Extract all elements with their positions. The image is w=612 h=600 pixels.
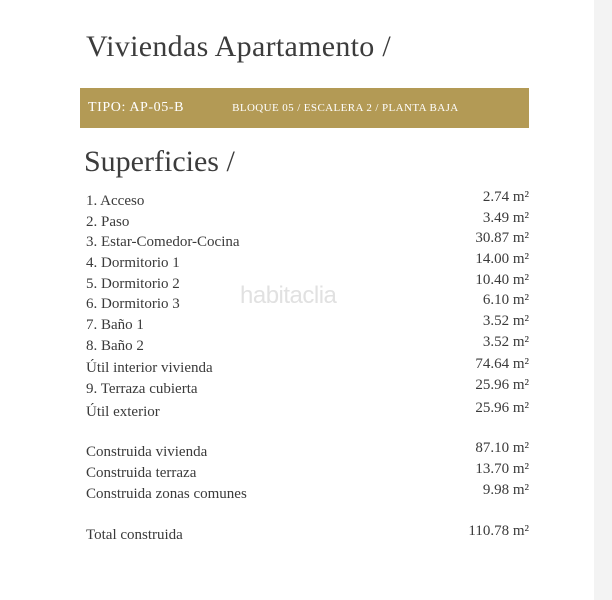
row-value: 30.87 m² [475, 230, 529, 246]
row-value: 25.96 m² [475, 377, 529, 393]
row-label: Construida vivienda [86, 444, 208, 460]
row-label: 2. Paso [86, 214, 130, 230]
table-row [86, 251, 529, 275]
page-title: Viviendas Apartamento / [86, 30, 392, 63]
row-label: 7. Baño 1 [86, 317, 144, 333]
row-label: 9. Terraza cubierta [86, 381, 198, 397]
row-label: 8. Baño 2 [86, 338, 144, 354]
row-value: 25.96 m² [475, 400, 529, 416]
row-value: 10.40 m² [475, 272, 529, 288]
row-label: 6. Dormitorio 3 [86, 296, 180, 312]
row-label: 4. Dormitorio 1 [86, 255, 180, 271]
table-row [86, 210, 529, 234]
table-row [86, 482, 529, 506]
row-value: 9.98 m² [482, 482, 529, 498]
row-value: 74.64 m² [475, 356, 529, 372]
row-value: 3.52 m² [482, 334, 529, 350]
row-label: Construida terraza [86, 465, 197, 481]
table-row [86, 230, 529, 254]
page-edge [594, 0, 612, 600]
type-band [80, 88, 529, 128]
table-row [86, 523, 529, 547]
row-value: 14.00 m² [475, 251, 529, 267]
location-label: BLOQUE 05 / ESCALERA 2 / PLANTA BAJA [232, 102, 459, 114]
row-label: Construida zonas comunes [86, 486, 247, 502]
row-label: Útil interior vivienda [86, 360, 213, 376]
row-label: Útil exterior [86, 404, 160, 420]
table-row [86, 334, 529, 358]
row-value: 2.74 m² [482, 189, 529, 205]
row-label: 5. Dormitorio 2 [86, 276, 180, 292]
row-label: 3. Estar-Comedor-Cocina [86, 234, 240, 250]
row-label: 1. Acceso [86, 193, 145, 209]
table-row [86, 400, 529, 424]
table-row [86, 313, 529, 337]
row-label: Total construida [86, 527, 183, 543]
section-title: Superficies / [84, 145, 235, 178]
row-value: 110.78 m² [468, 523, 529, 539]
row-value: 13.70 m² [475, 461, 529, 477]
table-row [86, 356, 529, 380]
table-row [86, 377, 529, 401]
watermark-logo: habitaclia [240, 282, 337, 309]
table-row [86, 440, 529, 464]
table-row [86, 189, 529, 213]
row-value: 6.10 m² [482, 292, 529, 308]
row-value: 87.10 m² [475, 440, 529, 456]
row-value: 3.52 m² [482, 313, 529, 329]
table-row [86, 461, 529, 485]
row-value: 3.49 m² [482, 210, 529, 226]
tipo-label: TIPO: AP-05-B [88, 100, 185, 115]
